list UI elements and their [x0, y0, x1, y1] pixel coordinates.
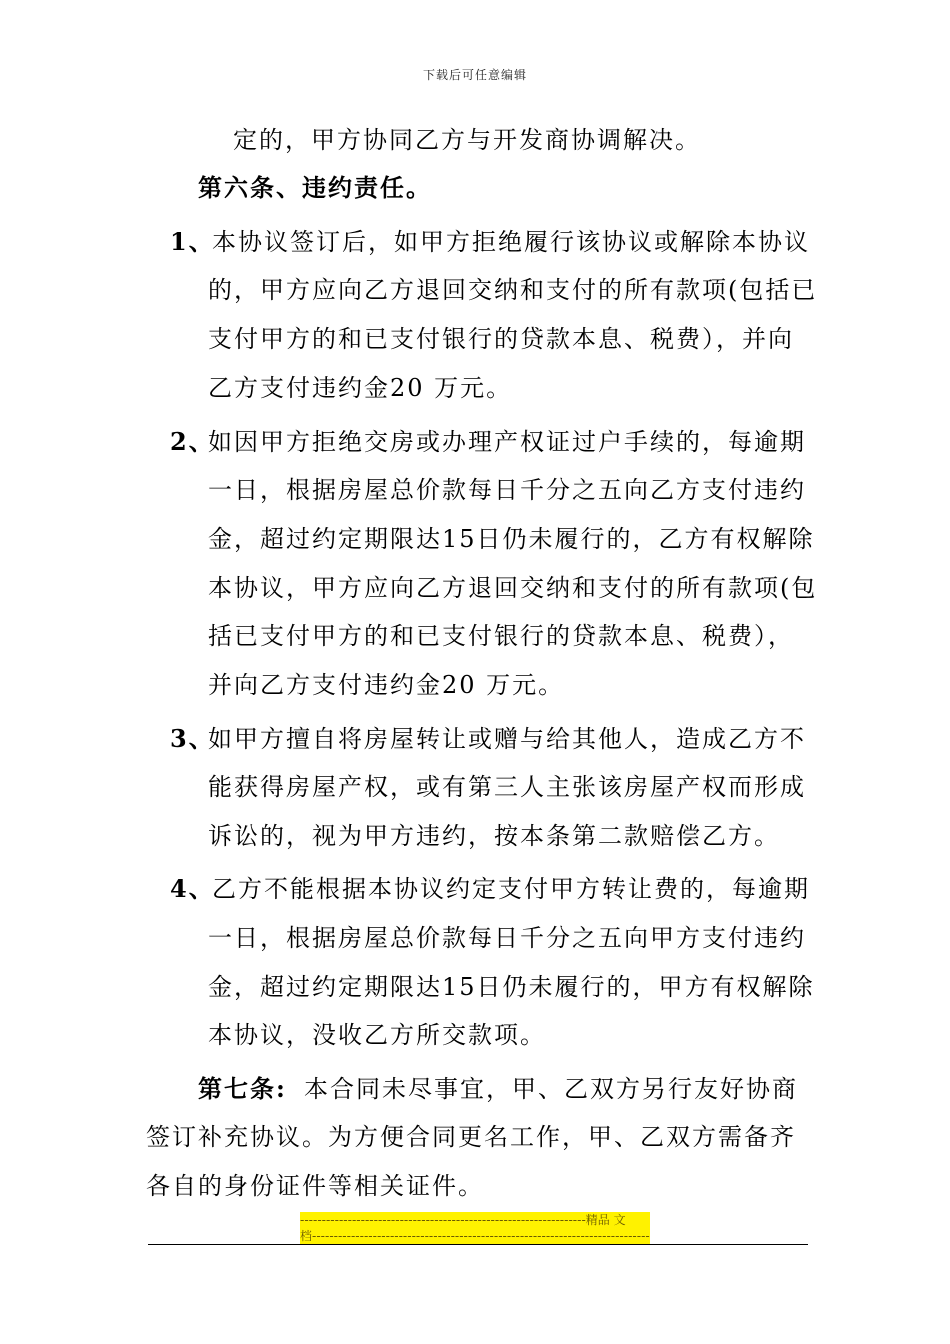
item-1-number: 1、: [170, 227, 215, 256]
section-7-line-3: 各自的身份证件等相关证件。: [146, 1172, 484, 1200]
item-1-line-4: 乙方支付违约金20 万元。: [208, 374, 513, 402]
item-1-line-1: 本协议签订后，如甲方拒绝履行该协议或解除本协议: [212, 228, 810, 256]
section-7-line-1: 本合同未尽事宜，甲、乙双方另行友好协商: [304, 1075, 798, 1103]
item-4-line-3: 金，超过约定期限达15日仍未履行的，甲方有权解除: [208, 973, 815, 1001]
item-2-line-1: 如因甲方拒绝交房或办理产权证过户手续的，每逾期: [208, 428, 806, 456]
carry-over-line: 定的，甲方协同乙方与开发商协调解决。: [233, 126, 701, 154]
item-2-number: 2、: [170, 427, 215, 456]
footer-watermark-line-2: 档------------------------------------------------------------------------------: [300, 1229, 650, 1243]
item-4-line-2: 一日，根据房屋总价款每日千分之五向甲方支付违约: [208, 924, 806, 952]
item-2-line-5: 括已支付甲方的和已支付银行的贷款本息、税费），: [208, 622, 794, 650]
item-1-line-3: 支付甲方的和已支付银行的贷款本息、税费），并向: [208, 325, 794, 353]
footer-watermark: [300, 1212, 650, 1244]
item-4-line-4: 本协议，没收乙方所交款项。: [208, 1021, 546, 1049]
section-7-line-2: 签订补充协议。为方便合同更名工作，甲、乙双方需备齐: [146, 1123, 796, 1151]
item-3-line-3: 诉讼的，视为甲方违约，按本条第二款赔偿乙方。: [208, 822, 780, 850]
item-1-line-2: 的，甲方应向乙方退回交纳和支付的所有款项(包括已: [208, 276, 818, 304]
item-2-line-2: 一日，根据房屋总价款每日千分之五向乙方支付违约: [208, 476, 806, 504]
footer-watermark-line-1: ------------------------------------------------------------------精品 文: [300, 1213, 626, 1227]
item-3-line-1: 如甲方擅自将房屋转让或赠与给其他人，造成乙方不: [208, 725, 806, 753]
item-2-line-4: 本协议，甲方应向乙方退回交纳和支付的所有款项(包: [208, 574, 818, 602]
item-3-line-2: 能获得房屋产权，或有第三人主张该房屋产权而形成: [208, 773, 806, 801]
item-3-number: 3、: [170, 724, 215, 753]
section-6-title: 第六条、违约责任。: [198, 173, 432, 202]
footer-divider: [148, 1244, 808, 1245]
section-7-label: 第七条:: [198, 1074, 287, 1103]
item-2-line-6: 并向乙方支付违约金20 万元。: [208, 671, 565, 699]
item-2-line-3: 金，超过约定期限达15日仍未履行的，乙方有权解除: [208, 525, 815, 553]
page-header: 下载后可任意编辑: [422, 68, 527, 82]
item-4-number: 4、: [170, 874, 215, 903]
item-4-line-1: 乙方不能根据本协议约定支付甲方转让费的，每逾期: [212, 875, 810, 903]
